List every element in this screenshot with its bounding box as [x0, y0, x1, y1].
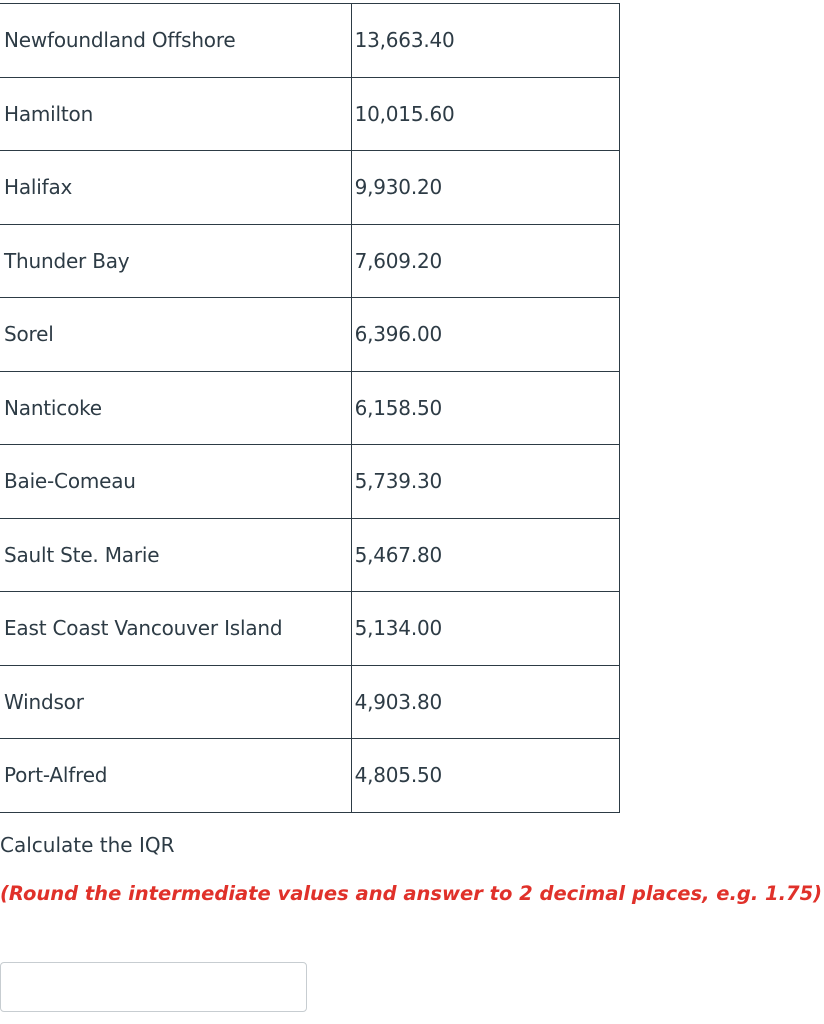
value-cell: 4,903.80 — [351, 665, 619, 739]
value-cell: 10,015.60 — [351, 77, 619, 151]
data-table — [0, 3, 620, 813]
location-cell: Port-Alfred — [0, 739, 351, 813]
location-cell: Baie-Comeau — [0, 445, 351, 519]
table-row — [0, 371, 620, 445]
table-row — [0, 518, 620, 592]
table-row — [0, 224, 620, 298]
table-row — [0, 77, 620, 151]
question-text: Calculate the IQR — [0, 833, 175, 857]
location-cell: Nanticoke — [0, 371, 351, 445]
table-row — [0, 445, 620, 519]
value-cell: 4,805.50 — [351, 739, 619, 813]
value-cell: 5,739.30 — [351, 445, 619, 519]
location-cell: Sault Ste. Marie — [0, 518, 351, 592]
location-cell: Thunder Bay — [0, 224, 351, 298]
value-cell: 13,663.40 — [351, 4, 619, 78]
location-cell: Windsor — [0, 665, 351, 739]
table-row — [0, 739, 620, 813]
answer-input[interactable] — [0, 962, 307, 1012]
rounding-instruction: (Round the intermediate values and answer to 2 decimal places, e.g. 1.75) — [0, 882, 823, 905]
value-cell: 6,158.50 — [351, 371, 619, 445]
value-cell: 5,467.80 — [351, 518, 619, 592]
table-row — [0, 665, 620, 739]
location-cell: East Coast Vancouver Island — [0, 592, 351, 666]
table-row — [0, 4, 620, 78]
table-row — [0, 298, 620, 372]
location-cell: Halifax — [0, 151, 351, 225]
location-cell: Sorel — [0, 298, 351, 372]
table-row — [0, 592, 620, 666]
table-row — [0, 151, 620, 225]
value-cell: 5,134.00 — [351, 592, 619, 666]
location-cell: Hamilton — [0, 77, 351, 151]
table-body — [0, 4, 620, 813]
value-cell: 9,930.20 — [351, 151, 619, 225]
value-cell: 7,609.20 — [351, 224, 619, 298]
value-cell: 6,396.00 — [351, 298, 619, 372]
location-cell: Newfoundland Offshore — [0, 4, 351, 78]
